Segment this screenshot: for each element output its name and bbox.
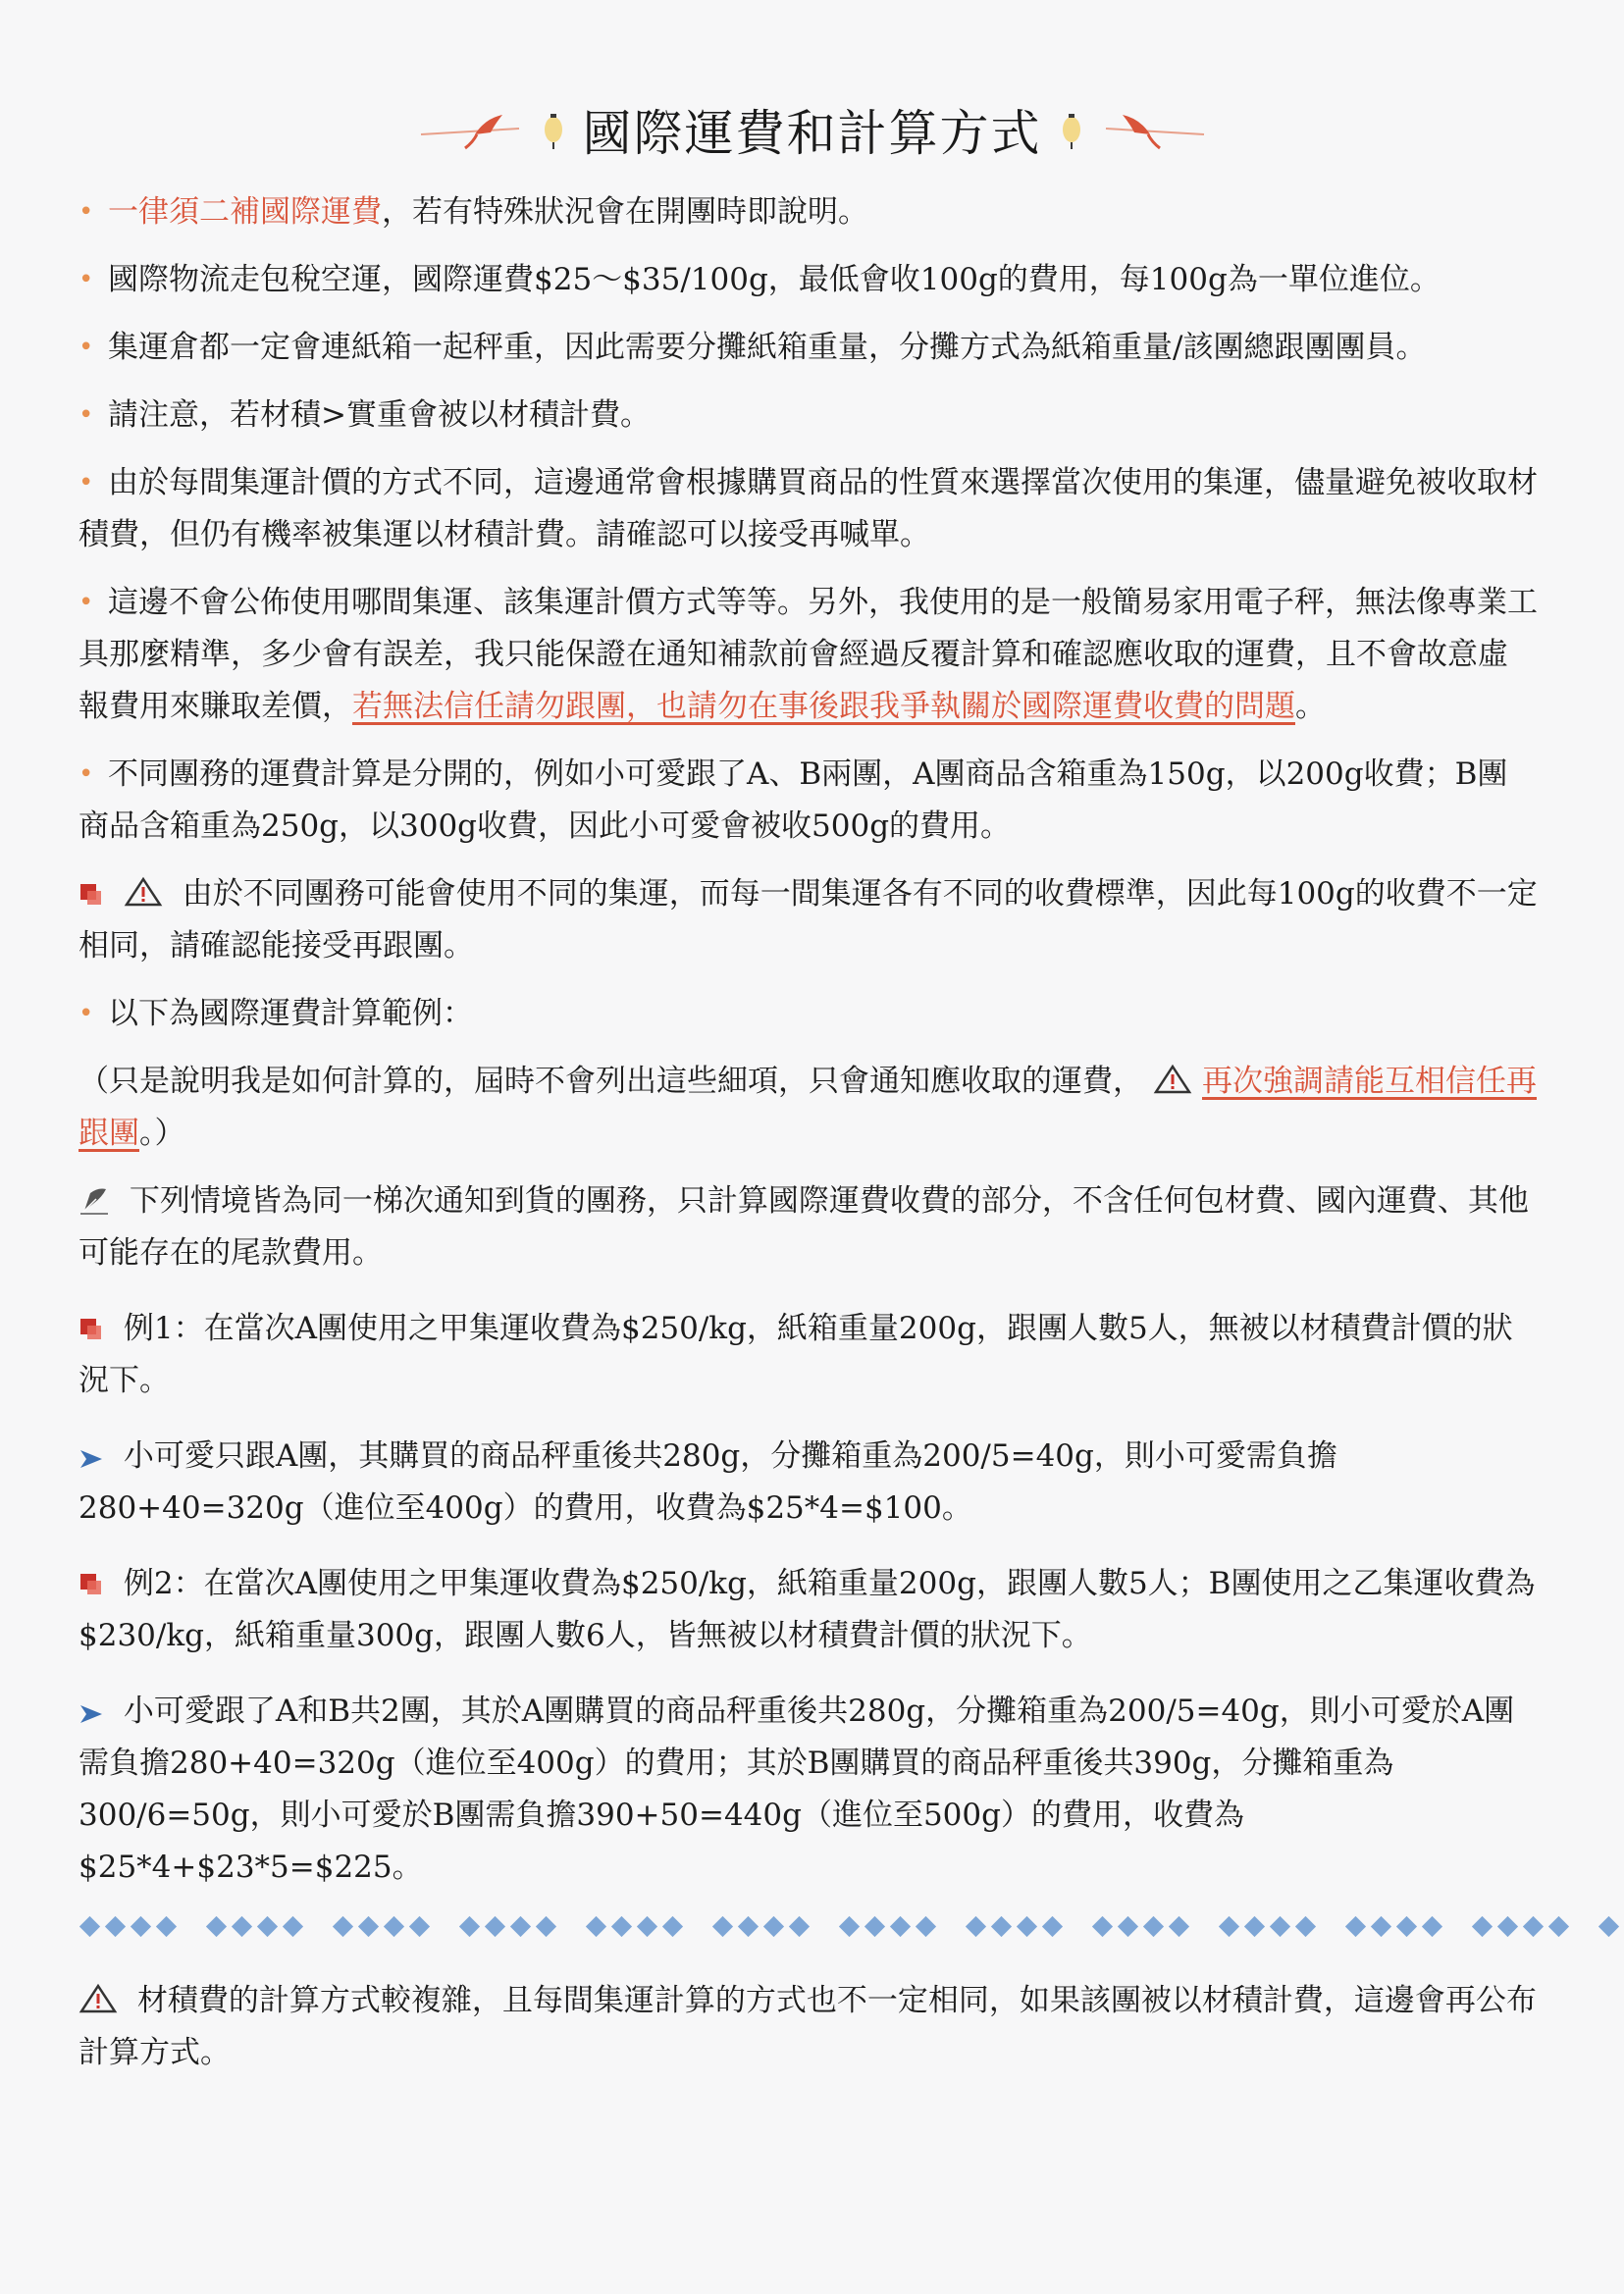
bird-icon bbox=[1101, 105, 1209, 154]
final-note-text: 材積費的計算方式較複雜，且每間集運計算的方式也不一定相同，如果該團被以材積計費，這邊會再公布計算方式。 bbox=[79, 1983, 1537, 2070]
diamond-group bbox=[585, 1915, 684, 1938]
diamond-icon bbox=[536, 1916, 556, 1937]
bullet-8-text: 以下為國際運費計算範例： bbox=[108, 996, 473, 1031]
bullet-6-warning: 若無法信任請勿跟團，也請勿在事後跟我爭執關於國際運費收費的問題 bbox=[352, 689, 1295, 724]
diamond-group bbox=[965, 1915, 1064, 1938]
diamond-icon bbox=[738, 1916, 759, 1937]
diamond-group bbox=[1598, 1915, 1624, 1938]
pen-note-paragraph bbox=[79, 1175, 1538, 1279]
diamond-icon bbox=[1422, 1916, 1442, 1937]
warning-icon bbox=[124, 876, 163, 908]
diamond-icon bbox=[283, 1916, 303, 1937]
bullet-7 bbox=[79, 749, 1538, 853]
diamond-icon bbox=[1295, 1916, 1316, 1937]
bullet-dot-icon: • bbox=[79, 759, 94, 789]
note-highlight: 再次強調請能互相信任再跟團 bbox=[79, 1064, 1537, 1151]
example-2-answer-text: 小可愛跟了A和B共2團，其於A團購買的商品秤重後共280g，分攤箱重為200/5=40g，則小可愛於A團需負擔280+40=320g（進位至400g）的費用；其於B團購買的商品秤重後共390g，分攤箱重為300/6=50g，則小可愛於B團需負擔390+50=440g（進位至500g）的費用，收費為$25*4+$23*5=$225。 bbox=[79, 1694, 1515, 1885]
bullet-2-text: 國際物流走包稅空運，國際運費$25～$35/100g，最低會收100g的費用，每100g為一單位進位。 bbox=[108, 262, 1441, 297]
arrow-icon bbox=[79, 1448, 104, 1470]
diamond-icon bbox=[131, 1916, 151, 1937]
example-1-answer bbox=[79, 1431, 1538, 1535]
diamond-icon bbox=[966, 1916, 986, 1937]
bullet-dot-icon: • bbox=[79, 588, 94, 617]
diamond-group bbox=[1218, 1915, 1317, 1938]
diamond-icon bbox=[890, 1916, 911, 1937]
diamond-icon bbox=[1118, 1916, 1138, 1937]
diamond-icon bbox=[1497, 1916, 1518, 1937]
lantern-icon bbox=[1060, 108, 1083, 151]
warning-icon bbox=[1153, 1064, 1192, 1095]
diamond-icon bbox=[1143, 1916, 1164, 1937]
diamond-icon bbox=[384, 1916, 404, 1937]
bullet-4-text: 請注意，若材積>實重會被以材積計費。 bbox=[108, 397, 651, 433]
diamond-icon bbox=[1396, 1916, 1417, 1937]
red-square-icon bbox=[79, 882, 104, 908]
diamond-icon bbox=[1042, 1916, 1063, 1937]
diamond-group bbox=[1091, 1915, 1190, 1938]
diamond-group bbox=[1344, 1915, 1443, 1938]
diamond-icon bbox=[1598, 1916, 1619, 1937]
diamond-group bbox=[838, 1915, 937, 1938]
page-title: 國際運費和計算方式 bbox=[582, 105, 1042, 162]
note-end: 。） bbox=[139, 1116, 185, 1151]
arrow-icon bbox=[79, 1703, 104, 1725]
diamond-icon bbox=[611, 1916, 632, 1937]
diamond-icon bbox=[510, 1916, 531, 1937]
note-paragraph bbox=[79, 1056, 1538, 1160]
bullet-1-highlight: 一律須二補國際運費 bbox=[108, 194, 382, 230]
bird-icon bbox=[416, 105, 524, 154]
diamond-icon bbox=[459, 1916, 480, 1937]
diamond-icon bbox=[206, 1916, 227, 1937]
note-text: （只是說明我是如何計算的，屆時不會列出這些細項，只會通知應收取的運費， bbox=[79, 1064, 1143, 1099]
bullet-8 bbox=[79, 988, 1538, 1040]
final-note bbox=[79, 1975, 1538, 2079]
example-1-text: 例1：在當次A團使用之甲集運收費為$250/kg，紙箱重量200g，跟團人數5人，無被以材積費計價的狀況下。 bbox=[79, 1311, 1513, 1398]
example-2-text: 例2：在當次A團使用之甲集運收費為$250/kg，紙箱重量200g，跟團人數5人；B團使用之乙集運收費為$230/kg，紙箱重量300g，跟團人數6人，皆無被以材積費計價的狀況下。 bbox=[79, 1566, 1536, 1653]
diamond-group bbox=[711, 1915, 811, 1938]
diamond-icon bbox=[916, 1916, 936, 1937]
diamond-icon bbox=[1219, 1916, 1239, 1937]
bullet-1-text: ，若有特殊狀況會在開團時即說明。 bbox=[382, 194, 868, 230]
pen-icon bbox=[79, 1185, 110, 1215]
diamond-icon bbox=[1523, 1916, 1544, 1937]
title-row bbox=[0, 90, 1624, 169]
diamond-group bbox=[205, 1915, 304, 1938]
diamond-group bbox=[458, 1915, 557, 1938]
red-square-icon bbox=[79, 1317, 104, 1342]
bullet-6-text: 這邊不會公佈使用哪間集運、該集運計價方式等等。另外，我使用的是一般簡易家用電子秤，無法像專業工具那麼精準，多少會有誤差，我只能保證在通知補款前會經過反覆計算和確認應收取的運費，且不會故意虛報費用來賺取差價， bbox=[79, 585, 1538, 724]
bullet-dot-icon: • bbox=[79, 197, 94, 227]
diamond-icon bbox=[637, 1916, 657, 1937]
diamond-icon bbox=[1345, 1916, 1366, 1937]
diamond-icon bbox=[105, 1916, 126, 1937]
bullet-dot-icon: • bbox=[79, 333, 94, 362]
bullet-dot-icon: • bbox=[79, 265, 94, 294]
diamond-icon bbox=[1472, 1916, 1493, 1937]
bullet-3 bbox=[79, 322, 1538, 374]
bullet-7-text: 不同團務的運費計算是分開的，例如小可愛跟了A、B兩團，A團商品含箱重為150g，以200g收費；B團商品含箱重為250g，以300g收費，因此小可愛會被收500g的費用。 bbox=[79, 756, 1508, 844]
bullet-6 bbox=[79, 577, 1538, 733]
diamond-icon bbox=[712, 1916, 733, 1937]
diamond-icon bbox=[485, 1916, 505, 1937]
example-2 bbox=[79, 1558, 1538, 1662]
diamond-icon bbox=[991, 1916, 1012, 1937]
diamond-icon bbox=[864, 1916, 885, 1937]
diamond-group bbox=[79, 1915, 178, 1938]
diamond-icon bbox=[257, 1916, 278, 1937]
diamond-icon bbox=[839, 1916, 860, 1937]
diamond-icon bbox=[1548, 1916, 1569, 1937]
warning-icon bbox=[79, 1983, 118, 2014]
lantern-icon bbox=[542, 108, 565, 151]
diamond-icon bbox=[1092, 1916, 1113, 1937]
bullet-dot-icon: • bbox=[79, 999, 94, 1028]
diamond-icon bbox=[662, 1916, 683, 1937]
warning-text: 由於不同團務可能會使用不同的集運，而每一間集運各有不同的收費標準，因此每100g的收費不一定相同，請確認能接受再跟團。 bbox=[79, 876, 1538, 964]
diamond-icon bbox=[358, 1916, 379, 1937]
bullet-6-end: 。 bbox=[1295, 689, 1326, 724]
diamond-icon bbox=[1169, 1916, 1189, 1937]
diamond-icon bbox=[1017, 1916, 1037, 1937]
diamond-icon bbox=[586, 1916, 606, 1937]
diamond-icon bbox=[79, 1916, 100, 1937]
bullet-dot-icon: • bbox=[79, 468, 94, 497]
bullet-dot-icon: • bbox=[79, 400, 94, 430]
diamond-divider bbox=[79, 1915, 1538, 1938]
diamond-group bbox=[332, 1915, 431, 1938]
diamond-icon bbox=[333, 1916, 353, 1937]
bullet-2 bbox=[79, 254, 1538, 306]
content bbox=[79, 186, 1538, 2095]
example-2-answer bbox=[79, 1686, 1538, 1894]
bullet-5-text: 由於每間集運計價的方式不同，這邊通常會根據購買商品的性質來選擇當次使用的集運，儘量避免被收取材積費，但仍有機率被集運以材積計費。請確認可以接受再喊單。 bbox=[79, 465, 1538, 552]
bullet-1 bbox=[79, 186, 1538, 238]
diamond-icon bbox=[1270, 1916, 1290, 1937]
warning-paragraph bbox=[79, 868, 1538, 972]
bullet-3-text: 集運倉都一定會連紙箱一起秤重，因此需要分攤紙箱重量，分攤方式為紙箱重量/該團總跟團團員。 bbox=[108, 330, 1427, 365]
diamond-icon bbox=[1371, 1916, 1391, 1937]
diamond-icon bbox=[1244, 1916, 1265, 1937]
diamond-icon bbox=[232, 1916, 252, 1937]
diamond-icon bbox=[763, 1916, 784, 1937]
example-1 bbox=[79, 1303, 1538, 1407]
bullet-5 bbox=[79, 457, 1538, 561]
pen-note-text: 下列情境皆為同一梯次通知到貨的團務，只計算國際運費收費的部分，不含任何包材費、國內運費、其他可能存在的尾款費用。 bbox=[79, 1183, 1529, 1271]
bullet-4 bbox=[79, 390, 1538, 442]
red-square-icon bbox=[79, 1572, 104, 1597]
diamond-icon bbox=[156, 1916, 177, 1937]
example-1-answer-text: 小可愛只跟A團，其購買的商品秤重後共280g，分攤箱重為200/5=40g，則小可愛需負擔280+40=320g（進位至400g）的費用，收費為$25*4=$100。 bbox=[79, 1438, 1337, 1526]
diamond-icon bbox=[409, 1916, 430, 1937]
diamond-group bbox=[1471, 1915, 1570, 1938]
diamond-icon bbox=[789, 1916, 810, 1937]
